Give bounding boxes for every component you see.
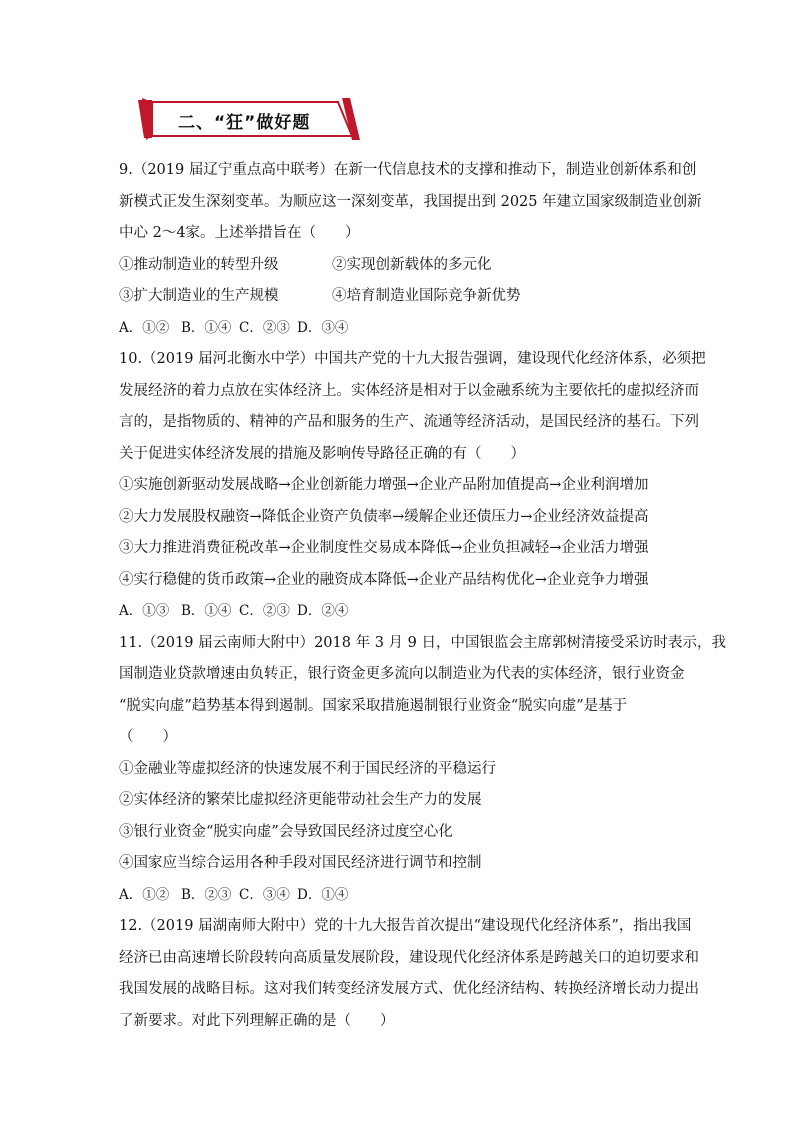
question-10 <box>119 349 706 621</box>
answer-d: D．②④ <box>297 603 349 619</box>
answer-c: C．②③ <box>239 319 290 336</box>
question-11-line-2: 国制造业贷款增速由负转正，银行资金更多流向以制造业为代表的实体经济，银行业资金 <box>119 666 685 682</box>
question-12-line-3: 我国发展的战略目标。这对我们转变经济发展方式、优化经济结构、转换经济增长动力提出 <box>119 981 699 997</box>
answer-d: D．③④ <box>297 319 349 336</box>
answer-b: B．①④ <box>181 603 232 619</box>
question-12-line-1: 12.（2019 届湖南师大附中）党的十九大报告首次提出“建设现代化经济体系”，指出我国 <box>119 918 692 934</box>
question-10-line-1: 10.（2019 届河北衡水中学）中国共产党的十九大报告强调，建设现代化经济体系，必须把 <box>119 351 706 367</box>
section-title: 二、“狂”做好题 <box>178 113 311 133</box>
question-11-option-3: ③银行业资金“脱实向虚”会导致国民经济过度空心化 <box>119 823 453 840</box>
question-12 <box>119 916 699 1031</box>
question-10-option-1: ①实施创新驱动发展战略→企业创新能力增强→企业产品附加值提高→企业利润增加 <box>119 477 649 493</box>
question-10-line-3: 言的，是指物质的、精神的产品和服务的生产、流通等经济活动，是国民经济的基石。下列 <box>119 414 699 430</box>
question-9-line-3: 中心 2～4家。上述举措旨在（ ） <box>119 225 360 241</box>
question-list <box>119 160 726 1042</box>
question-11-option-4: ④国家应当综合运用各种手段对国民经济进行调节和控制 <box>119 855 482 871</box>
question-11-option-2: ②实体经济的繁荣比虚拟经济更能带动社会生产力的发展 <box>119 792 482 808</box>
question-11-line-3: “脱实向虚”趋势基本得到遏制。国家采取措施遏制银行业资金“脱实向虚”是基于 <box>119 697 628 714</box>
question-11-line-4: （ ） <box>119 729 177 745</box>
answer-b: B．①④ <box>181 319 232 336</box>
question-9-answers <box>119 318 679 338</box>
question-10-line-4: 关于促进实体经济发展的措施及影响传导路径正确的有（ ） <box>119 445 525 462</box>
question-11-answers <box>119 885 679 905</box>
answer-d: D．①④ <box>297 886 349 903</box>
question-10-option-4: ④实行稳健的货币政策→企业的融资成本降低→企业产品结构优化→企业竞争力增强 <box>119 571 649 588</box>
option-2: ②实现创新载体的多元化 <box>332 256 492 273</box>
question-10-option-2: ②大力发展股权融资→降低企业资产负债率→缓解企业还债压力→企业经济效益提高 <box>119 508 649 525</box>
option-4: ④培育制造业国际竞争新优势 <box>332 288 521 304</box>
question-11-line-1: 11.（2019 届云南师大附中）2018 年 3 月 9 日，中国银监会主席郭树清接受采访时表示，我 <box>119 634 726 651</box>
question-11-option-1: ①金融业等虚拟经济的快速发展不利于国民经济的平稳运行 <box>119 760 496 777</box>
question-10-answers <box>119 601 679 621</box>
question-9 <box>119 160 702 338</box>
question-12-line-2: 经济已由高速增长阶段转向高质量发展阶段，建设现代化经济体系是跨越关口的迫切要求和 <box>119 949 699 966</box>
question-9-line-2: 新模式正发生深刻变革。为顺应这一深刻变革，我国提出到 2025 年建立国家级制造业创新 <box>119 193 702 210</box>
question-12-line-4: 了新要求。对此下列理解正确的是（ ） <box>119 1012 395 1029</box>
question-10-line-2: 发展经济的着力点放在实体经济上。实体经济是相对于以金融系统为主要依托的虚拟经济而 <box>119 382 699 399</box>
answer-a: A．①② <box>119 319 170 336</box>
question-11 <box>119 633 726 905</box>
question-9-options-row-2 <box>119 286 679 306</box>
answer-a: A．①② <box>119 886 170 903</box>
question-10-option-3: ③大力推进消费征税改革→企业制度性交易成本降低→企业负担减轻→企业活力增强 <box>119 540 649 556</box>
question-9-line-1: 9.（2019 届辽宁重点高中联考）在新一代信息技术的支撑和推动下，制造业创新体系和创 <box>119 162 697 178</box>
option-1: ①推动制造业的转型升级 <box>119 256 279 273</box>
option-3: ③扩大制造业的生产规模 <box>119 288 279 304</box>
section-banner <box>138 96 360 142</box>
answer-c: C．③④ <box>239 886 290 903</box>
question-9-options-row-1 <box>119 255 679 275</box>
answer-c: C．②③ <box>239 603 290 619</box>
answer-a: A．①③ <box>119 603 170 619</box>
answer-b: B．②③ <box>181 886 232 903</box>
